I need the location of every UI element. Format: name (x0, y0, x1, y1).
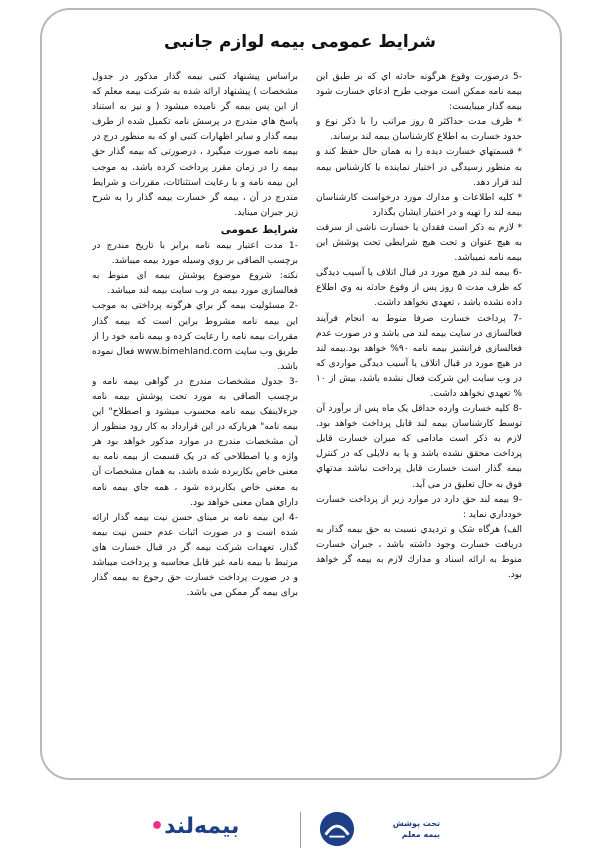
paragraph: الف) هرگاه شک و تردیدي نسبت به حق بیمه گذار به دریافت خسارت وجود داشته باشد ، جبران خسارت منوط به ارائه اسناد و مدارك لازم به بیمه گر خواهد بود. (316, 524, 522, 581)
paragraph: * لازم به ذکر است فقدان یا خسارت ناشی از سرقت به هیچ عنوان و تحت هیچ شرایطی تحت پوشش این بیمه نامه نمیباشد. (316, 222, 522, 264)
document-body (92, 70, 522, 770)
bimehland-logo-text: بیمه‌لند (164, 814, 240, 839)
paragraph: -7 پرداخت خسارت صرفا منوط به انجام فرآیند فعالسازی در سایت بیمه لند می باشد و در صورت عدم فعالسازی فرانشیز بیمه نامه ۹۰% خواهد بود.بیمه لند در هیچ مورد در قبال اتلاف یا آسیب دیدگی مواردی که در وب سایت این شرکت فعال نشده باشد، بیش از ۱۰ % تعهدي نخواهد داشت. (316, 313, 522, 399)
paragraph: -6 بیمه لند در هیچ مورد در قبال اتلاف یا آسیب دیدگی که ظرف مدت ۵ روز پس از وقوع حادثه به وي اطلاع داده نشده باشد ، تعهدي نخواهد داشت. (316, 268, 522, 309)
bimehland-logo-dot: • (150, 814, 165, 839)
paragraph: * کلیه اطلاعات و مدارك مورد درخواست کارشناسان بیمه لند را تهیه و در اختیار ایشان بگذارد (316, 192, 522, 218)
paragraph: -9 بیمه لند حق دارد در موارد زیر از پرداخت خسارت خودداري نماید : (316, 494, 522, 520)
section-heading: شرایط عمومی (220, 223, 298, 236)
paragraph: -4 این بیمه نامه بر مبنای حسن نیت بیمه گذار ارائه شده است و در صورت اثبات عدم حسن نیت بیمه گذار، تعهدات شرکت بیمه گر در قبال خسارت های مرتبط با بیمه نامه غیر قابل محاسبه و پرداخت میباشد و در صورت پرداخت خسارت حق رجوع به بیمه گذار برای بیمه گر ممکن می باشد. (92, 512, 298, 599)
moallem-caption (360, 818, 440, 840)
paragraph: -8 کلیه خسارت وارده حداقل یک ماه پس از برآورد آن توسط کارشناسان بیمه لند قابل پرداخت خواهد بود. لازم به ذکر است مادامی که میزان خسارت قابل پرداخت محقق نشده باشد و یا به دلایلی که در کنترل بیمه گذار است خسارت قابل پرداخت نباشد مدتهاي فوق به حال تعلیق در می آید. (316, 404, 522, 490)
paragraph: -2 مسئولیت بیمه گر براي هرگونه پرداختی به موجب این بیمه نامه مشروط براین است که بیمه گذار مقررات بیمه نامه را رعایت کرده و بیمه نامه خود را از طریق وب سایت www.bimehland.com فعال نموده باشد. (92, 301, 298, 372)
moallem-caption-line1: تحت پوشش (392, 819, 440, 828)
paragraph: -1 مدت اعتبار بیمه نامه برابر با تاریخ مندرج در برچسب الصاقی بر روی وسیله مورد بیمه میباشد. (92, 241, 298, 267)
paragraph: -5 درصورت وقوع هرگونه حادثه اي که بر طبق این بیمه نامه ممکن است موجب طرح ادعاي خسارت شود بیمه گذار میبایست: (316, 72, 522, 113)
paragraph: -3 جدول مشخصات مندرج در گواهی بیمه نامه و برچسب الصاقی به مورد تحت پوشش بیمه نامه جزءلاینفک بیمه نامه محسوب میشود و اصطلاح" این بیمه نامه" هرباركه در این قرارداد به کار رود منظور از آن مشخصات مندرج در موارد مذکور خواهد بود هر واژه و یا اصطلاحی که در یک قسمت از بیمه نامه به معنی خاص بکاربرده شده باشد، به همان مشخصات آن به معنی خاص بکاربرده شود ، همه جاي بیمه نامه داراي همان معنی خواهد بود. (92, 376, 298, 508)
moallem-insurance-logo-icon (318, 810, 356, 848)
paragraph: * قسمتهاي خسارت دیده را به همان حال حفظ کند و به منظور رسیدگی در اختیار نماینده یا کارشناس بیمه لند قرار دهد. (316, 147, 522, 188)
document-title: شرایط عمومی بیمه لوازم جانبی (163, 32, 437, 52)
bimehland-logo (150, 814, 239, 839)
footer-divider (300, 812, 301, 848)
moallem-caption-line2: بیمه معلم (401, 830, 440, 839)
paragraph: براساس پیشنهاد کتبی بیمه گذار مذکور در جدول مشخصات ) پیشنهاد ارائه شده به شرکت بیمه معلم که از این پس بیمه گر نامیده میشود ( و نیز به استناد پاسخ هاي مندرج در پرسش نامه تکمیل شده از طرف بیمه گذار و سایر اظهارات کتبی او که به منظور درج در بیمه نامه صورت میگیرد ، درصورتی که بیمه گذار حق بیمه را در زمان مقرر پرداخت کرده باشد، به موجب این بیمه نامه و با رعایت استثنائات، مقررات و شرایط مندرج در آن ، بیمه گر خسارت بیمه گذار را به شرح زیر جبران میناید. (92, 72, 298, 218)
paragraph: * ظرف مدت حداکثر ۵ روز مراتب را با ذکر نوع و حدود خسارت به اطلاع کارشناسان بیمه لند برساند. (316, 117, 522, 143)
left-column (316, 70, 522, 770)
paragraph: نکته: شروع موضوع پوشش بیمه ای منوط به فعالسازی مورد بیمه در وب سایت بیمه لند میباشد. (92, 271, 298, 297)
right-column (92, 70, 298, 770)
